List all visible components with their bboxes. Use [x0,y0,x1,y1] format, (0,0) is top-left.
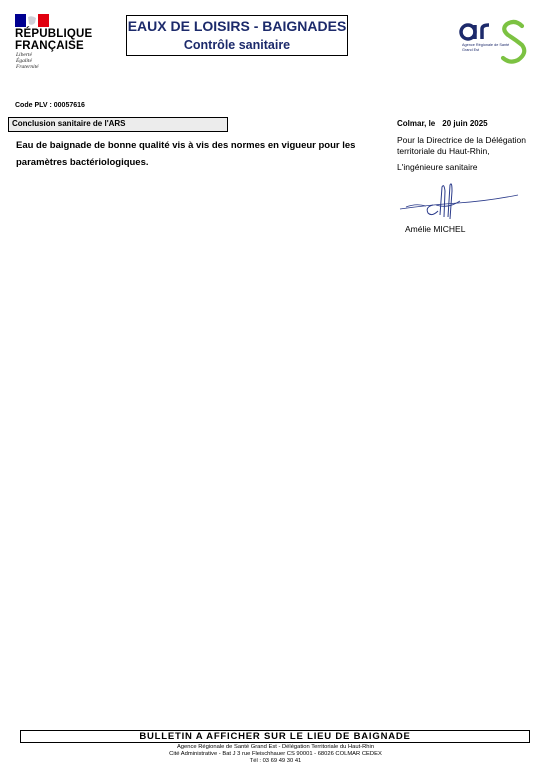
republique-motto [16,53,39,70]
ars-subtitle-line2: Grand Est [462,47,480,52]
republique-name-line1: RÉPUBLIQUE [15,28,93,40]
footer-line-3: Tél : 03 69 49 30 41 [249,758,302,764]
conclusion-heading: Conclusion sanitaire de l'ARS [8,117,228,132]
footer-line-1: Agence Régionale de Santé Grand Est - Délégation Territoriale du Haut-Rhin [176,744,375,750]
republique-francaise-logo [15,29,92,52]
footer-line-2: Cité Administrative - Bat J 3 rue Fleischhauer CS 90001 - 68026 COLMAR CEDEX [169,751,382,757]
document-title-box [126,15,348,56]
ars-logo-icon [458,16,532,64]
signature-date: 20 juin 2025 [442,119,488,128]
document-subtitle: Contrôle sanitaire [183,38,291,52]
document-title: EAUX DE LOISIRS - BAIGNADES [127,18,347,34]
motto-egalite: Égalité [16,57,32,64]
signer-role: Pour la Directrice de la Délégation territoriale du Haut-Rhin, [397,135,526,156]
bulletin-banner: BULLETIN A AFFICHER SUR LE LIEU DE BAIGNADE [20,730,530,743]
republique-name-line2: FRANÇAISE [15,39,84,52]
place-date [397,119,488,128]
motto-liberte: Liberté [16,52,32,58]
place-label: Colmar, le [397,119,436,128]
motto-fraternite: Fraternité [16,63,39,70]
ars-logo-subtitle [462,43,509,52]
conclusion-text: Eau de baignade de bonne qualité vis à vis des normes en vigueur pour les paramètres bactériologiques. [16,140,356,168]
code-plv: Code PLV : 00057616 [15,102,85,109]
ars-subtitle-line1: Agence Régionale de Santé [462,43,510,47]
handwritten-signature-icon [398,181,520,223]
signer-name: Amélie MICHEL [405,224,466,234]
marianne-flag-icon [15,14,49,27]
signer-title: L'ingénieure sanitaire [397,162,478,172]
